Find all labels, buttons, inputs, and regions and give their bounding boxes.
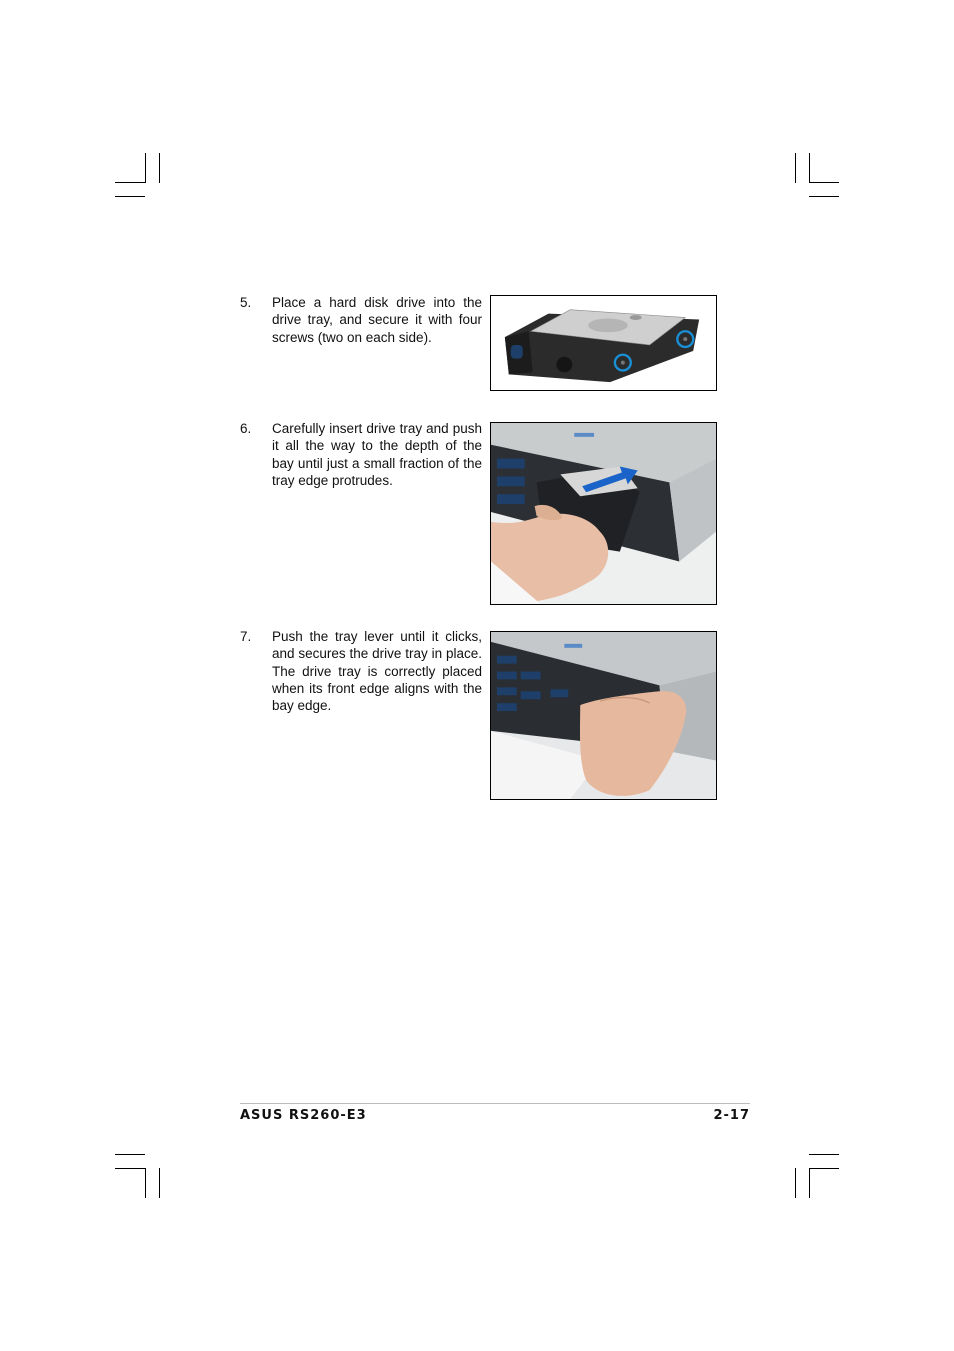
step-text: Carefully insert drive tray and push it all the way to the depth of the bay until just a small fraction of the tray edge protrudes. — [272, 421, 482, 488]
footer-rule — [240, 1103, 750, 1104]
crop-mark — [145, 153, 146, 183]
step-text: Place a hard disk drive into the drive tray, and secure it with four screws (two on each side). — [272, 295, 482, 345]
crop-mark — [159, 1168, 160, 1198]
figure-drive-in-tray — [490, 295, 717, 391]
crop-mark — [115, 1154, 145, 1155]
crop-mark — [115, 182, 145, 183]
crop-mark — [809, 1154, 839, 1155]
step-number: 5. — [240, 295, 252, 310]
step-number: 6. — [240, 421, 252, 436]
crop-mark — [795, 153, 796, 183]
crop-mark — [809, 1168, 810, 1198]
figure-push-lever — [490, 631, 717, 800]
crop-mark — [809, 153, 810, 183]
figure-insert-tray — [490, 422, 717, 605]
crop-mark — [809, 1168, 839, 1169]
crop-mark — [145, 1168, 146, 1198]
step-text: Push the tray lever until it clicks, and secures the drive tray in place. The drive tray is correctly placed when its front edge aligns with the bay edge. — [272, 629, 482, 714]
crop-mark — [115, 1168, 145, 1169]
footer-product: ASUS RS260-E3 — [240, 1108, 367, 1123]
footer-page-number: 2-17 — [713, 1108, 750, 1123]
crop-mark — [809, 196, 839, 197]
crop-mark — [115, 196, 145, 197]
crop-mark — [159, 153, 160, 183]
crop-mark — [809, 182, 839, 183]
crop-mark — [795, 1168, 796, 1198]
step-number: 7. — [240, 629, 252, 644]
